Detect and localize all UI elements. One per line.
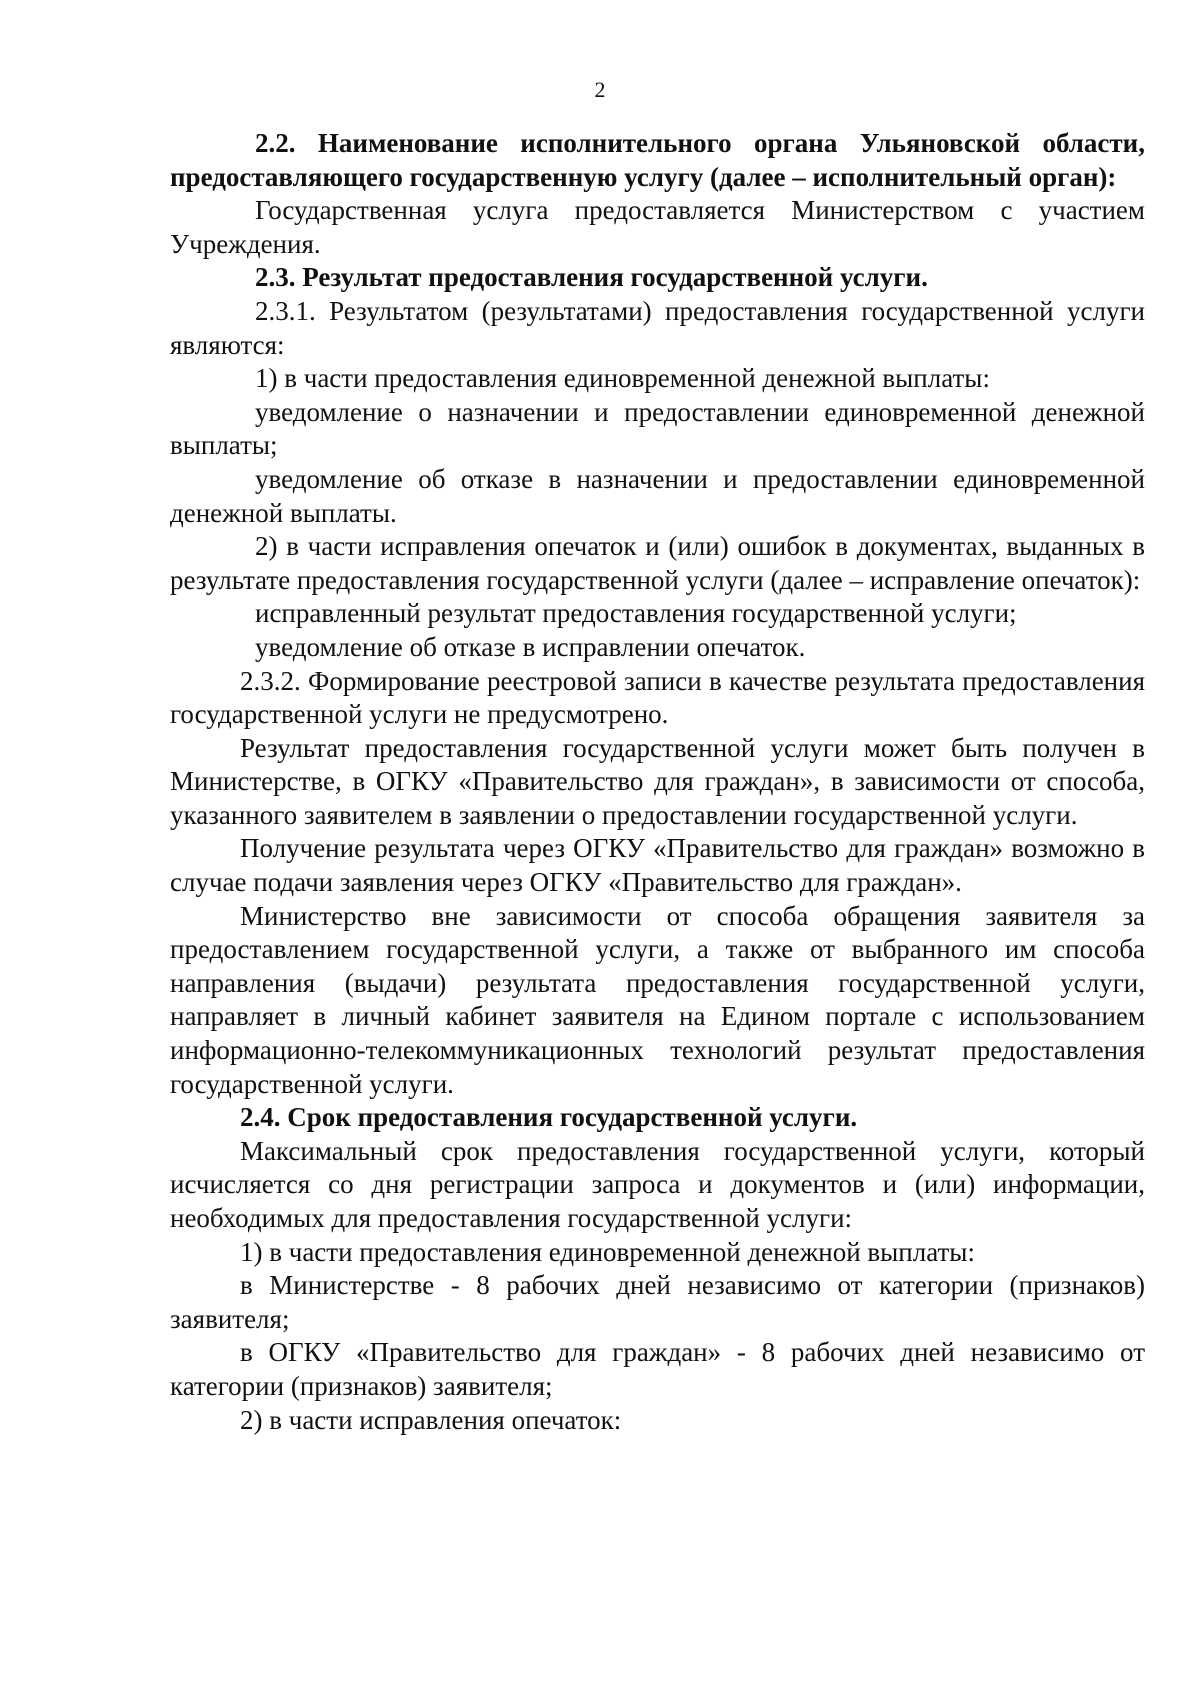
list-item: исправленный результат предоставления государственной услуги; (255, 598, 1017, 629)
paragraph: Максимальный срок предоставления государственной услуги, который исчисляется со дня регистрации запроса и документов и (или) информации, необходимых для предоставления государственной услуги: (170, 1135, 1145, 1233)
paragraph: Государственная услуга предоставляется Министерством с участием Учреждения. (170, 195, 1145, 259)
list-item: 1) в части предоставления единовременной денежной выплаты: (240, 1236, 975, 1267)
list-item: 2) в части исправления опечаток: (240, 1404, 622, 1435)
section-heading-2-2: 2.2. Наименование исполнительного органа Ульяновской области, предоставляющего государственную услугу (далее – исполнительный орган): (170, 128, 1145, 192)
clause-2-3-1: 2.3.1. Результатом (результатами) предоставления государственной услуги являются: (170, 295, 1145, 360)
document-body (170, 127, 1145, 1437)
list-item: уведомление о назначении и предоставлении единовременной денежной выплаты; (170, 396, 1145, 461)
clause-2-3-2: 2.3.2. Формирование реестровой записи в качестве результата предоставления государственной услуги не предусмотрено. (170, 665, 1145, 730)
list-item: 2) в части исправления опечаток и (или) ошибок в документах, выданных в результате предоставления государственной услуги (далее – исправление опечаток): (170, 531, 1145, 595)
list-item: в ОГКУ «Правительство для граждан» - 8 рабочих дней независимо от категории (признаков) заявителя; (170, 1337, 1145, 1401)
paragraph: Получение результата через ОГКУ «Правительство для граждан» возможно в случае подачи заявления через ОГКУ «Правительство для граждан». (170, 833, 1145, 898)
paragraph: Результат предоставления государственной услуги может быть получен в Министерстве, в ОГКУ «Правительство для граждан», в зависимости от способа, указанного заявителем в заявлении о предоставлении государственной услуги. (170, 732, 1145, 830)
paragraph: Министерство вне зависимости от способа обращения заявителя за предоставлением государственной услуги, а также от выбранного им способа направления (выдачи) результата предоставления государственной услуги, направляет в личный кабинет заявителя на Едином портале с использованием информационно-телекоммуникационных технологий результат предоставления государственной услуги. (170, 900, 1145, 1099)
list-item: в Министерстве - 8 рабочих дней независимо от категории (признаков) заявителя; (170, 1270, 1145, 1334)
list-item: 1) в части предоставления единовременной денежной выплаты: (255, 363, 990, 394)
page-number: 2 (594, 77, 606, 102)
section-heading-2-4: 2.4. Срок предоставления государственной услуги. (240, 1102, 858, 1133)
list-item: уведомление об отказе в назначении и предоставлении единовременной денежной выплаты. (170, 463, 1145, 528)
list-item: уведомление об отказе в исправлении опечаток. (255, 631, 806, 662)
section-heading-2-3: 2.3. Результат предоставления государственной услуги. (255, 262, 928, 293)
